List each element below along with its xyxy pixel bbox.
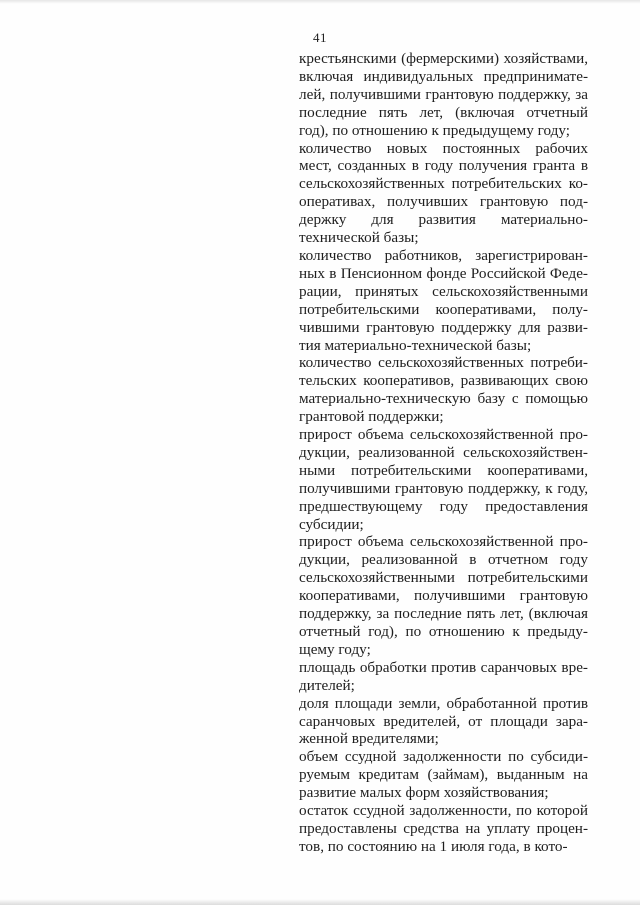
- text-line: саранчовых вредителей, от площади зара-: [299, 712, 588, 730]
- text-line: субсидии;: [299, 515, 364, 533]
- text-line: ных в Пенсионном фонде Российской Феде-: [299, 264, 588, 282]
- text-line: материально-техническую базу с помощью: [299, 390, 588, 408]
- text-line: развитие малых форм хозяйствования;: [299, 784, 549, 802]
- text-line: потребительскими кооперативами, полу-: [299, 300, 588, 318]
- text-line: поддержку, за последние пять лет, (включая: [299, 605, 588, 623]
- text-line: предшествующему году предоставления: [299, 497, 588, 515]
- text-line: включая индивидуальных предпринимате-: [299, 67, 588, 85]
- text-line: получившими грантовую поддержку, к году,: [299, 479, 588, 497]
- text-line: количество сельскохозяйственных потреби-: [299, 354, 588, 372]
- text-line: прирост объема сельскохозяйственной про-: [299, 426, 588, 444]
- text-line: ными потребительскими кооперативами,: [299, 461, 588, 479]
- text-line: последние пять лет, (включая отчетный: [299, 103, 588, 121]
- text-line: тов, по состоянию на 1 июля года, в кото-: [299, 837, 568, 855]
- text-line: тия материально-технической базы;: [299, 336, 532, 354]
- text-line: крестьянскими (фермерскими) хозяйствами,: [299, 50, 588, 67]
- text-line: отчетный год), по отношению к предыду-: [299, 623, 588, 640]
- scan-edge-top: [0, 0, 640, 4]
- list-item: [299, 50, 588, 140]
- text-line: оперативах, получивших грантовую под-: [299, 193, 588, 211]
- list-item: [299, 695, 588, 749]
- text-line: дителей;: [299, 676, 355, 694]
- text-line: год), по отношению к предыдущему году;: [299, 121, 570, 139]
- text-line: грантовой поддержки;: [299, 408, 444, 426]
- text-line: щему году;: [299, 640, 371, 658]
- list-item: [299, 247, 588, 354]
- text-line: объем ссудной задолженности по субсиди-: [299, 748, 588, 766]
- text-line: площадь обработки против саранчовых вре-: [299, 658, 588, 676]
- text-line: сельскохозяйственными потребительскими: [299, 569, 588, 587]
- scan-edge-bottom: [0, 899, 640, 905]
- text-column: [299, 50, 588, 856]
- text-line: технической базы;: [299, 229, 419, 247]
- text-line: сельскохозяйственных потребительских ко-: [299, 175, 588, 193]
- list-item: [299, 354, 588, 426]
- list-item: [299, 140, 588, 247]
- text-line: количество работников, зарегистрирован-: [299, 246, 588, 264]
- text-line: руемым кредитам (займам), выданным на: [299, 766, 588, 784]
- text-line: остаток ссудной задолженности, по которой: [299, 802, 588, 820]
- text-line: кооперативами, получившими грантовую: [299, 587, 588, 605]
- text-line: женной вредителями;: [299, 730, 439, 748]
- list-item: [299, 802, 588, 856]
- text-line: дукции, реализованной в отчетном году: [299, 551, 588, 569]
- text-line: чившими грантовую поддержку для разви-: [299, 318, 588, 336]
- text-line: лей, получившими грантовую поддержку, за: [299, 85, 588, 103]
- list-item: [299, 426, 588, 533]
- text-line: рации, принятых сельскохозяйственными: [299, 282, 588, 300]
- text-line: предоставлены средства на уплату процен-: [299, 819, 588, 837]
- list-item: [299, 748, 588, 802]
- list-item: [299, 659, 588, 695]
- text-line: дукции, реализованной сельскохозяйствен-: [299, 443, 588, 461]
- text-line: тельских кооперативов, развивающих свою: [299, 372, 588, 390]
- text-line: прирост объема сельскохозяйственной про-: [299, 533, 588, 551]
- list-item: [299, 533, 588, 658]
- page-number: 41: [313, 30, 327, 45]
- text-line: доля площади земли, обработанной против: [299, 694, 588, 712]
- text-line: мест, созданных в году получения гранта в: [299, 157, 588, 175]
- text-line: количество новых постоянных рабочих: [299, 139, 588, 157]
- text-line: держку для развития материально-: [299, 211, 588, 229]
